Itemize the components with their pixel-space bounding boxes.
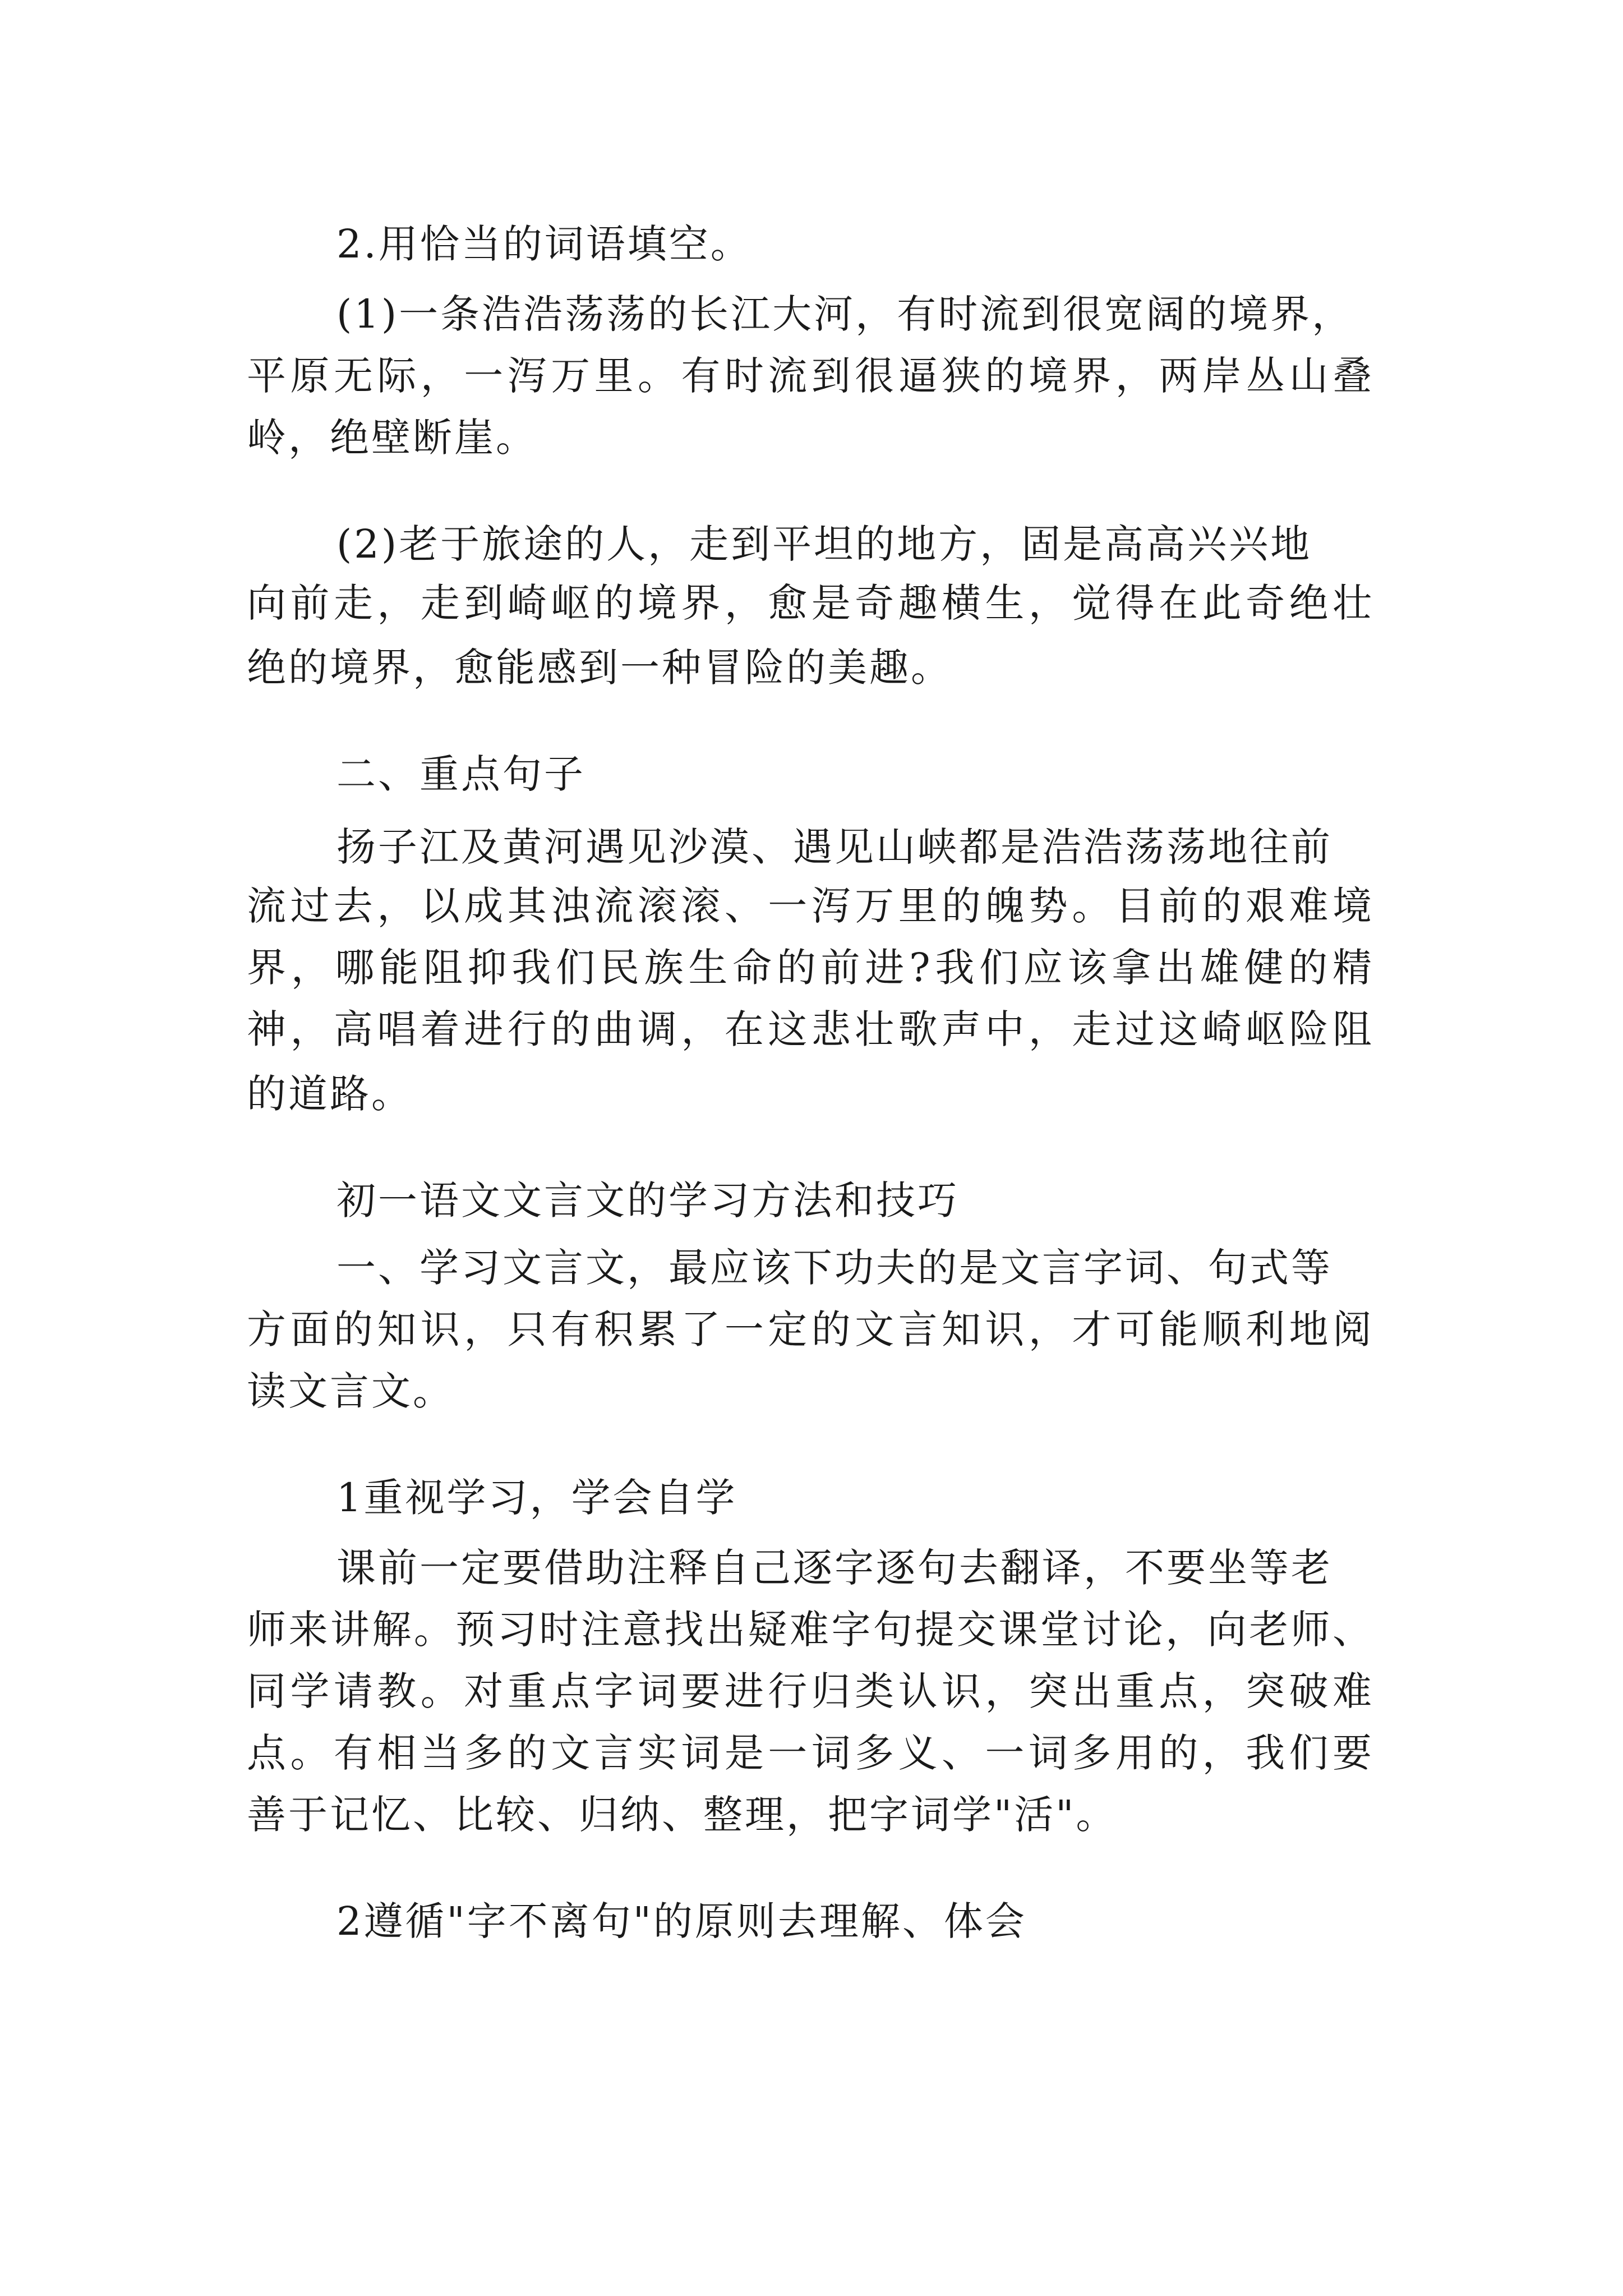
text-line [0, 1893, 1623, 1949]
text-line [0, 575, 1623, 631]
text-line [0, 878, 1623, 934]
line-text: (2)老于旅途的人，走到平坦的地方，固是高高兴兴地 [336, 521, 1312, 567]
text-line [0, 1602, 1623, 1658]
line-text: 二、重点句子 [336, 751, 585, 797]
text-line [0, 1540, 1623, 1596]
text-line [0, 639, 1623, 696]
line-text: 同学请教。对重点字词要进行归类认识，突出重点，突破难 [247, 1668, 1374, 1714]
line-text: 界，哪能阻抑我们民族生命的前进?我们应该拿出雄健的精 [247, 945, 1374, 991]
line-text: 扬子江及黄河遇见沙漠、遇见山峡都是浩浩荡荡地往前 [336, 824, 1332, 870]
text-line [0, 1172, 1623, 1228]
text-line [0, 1787, 1623, 1843]
line-text: 岭，绝壁断崖。 [247, 415, 537, 461]
line-text: 一、学习文言文，最应该下功夫的是文言字词、句式等 [336, 1245, 1332, 1291]
text-line [0, 1001, 1623, 1057]
line-text: (1)一条浩浩荡荡的长江大河，有时流到很宽阔的境界， [336, 291, 1354, 337]
line-text: 方面的知识，只有积累了一定的文言知识，才可能顺利地阅 [247, 1306, 1374, 1352]
line-text: 读文言文。 [247, 1368, 454, 1414]
text-line [0, 1240, 1623, 1296]
text-line [0, 516, 1623, 572]
line-text: 平原无际，一泻万里。有时流到很逼狭的境界，两岸丛山叠 [247, 353, 1374, 399]
text-line [0, 1066, 1623, 1122]
text-line [0, 819, 1623, 875]
line-text: 向前走，走到崎岖的境界，愈是奇趣横生，觉得在此奇绝壮 [247, 580, 1374, 626]
line-text: 课前一定要借助注释自己逐字逐句去翻译，不要坐等老 [336, 1545, 1332, 1591]
text-line [0, 409, 1623, 466]
line-text: 流过去，以成其浊流滚滚、一泻万里的魄势。目前的艰难境 [247, 883, 1374, 929]
text-line [0, 1725, 1623, 1781]
line-text: 善于记忆、比较、归纳、整理，把字词学"活"。 [247, 1792, 1118, 1838]
line-text: 师来讲解。预习时注意找出疑难字句提交课堂讨论，向老师、 [247, 1607, 1374, 1653]
text-line [0, 1470, 1623, 1526]
text-line [0, 1663, 1623, 1719]
text-line [0, 940, 1623, 996]
text-line [0, 216, 1623, 272]
line-text: 初一语文文言文的学习方法和技巧 [336, 1177, 959, 1223]
line-text: 1重视学习，学会自学 [336, 1475, 737, 1521]
line-text: 点。有相当多的文言实词是一词多义、一词多用的，我们要 [247, 1730, 1374, 1776]
line-text: 的道路。 [247, 1071, 413, 1117]
line-text: 2.用恰当的词语填空。 [336, 221, 752, 267]
text-line [0, 1363, 1623, 1419]
text-line [0, 1301, 1623, 1358]
line-text: 神，高唱着进行的曲调，在这悲壮歌声中，走过这崎岖险阻 [247, 1006, 1374, 1052]
line-text: 2遵循"字不离句"的原则去理解、体会 [336, 1898, 1027, 1944]
text-line [0, 746, 1623, 802]
text-line [0, 286, 1623, 342]
text-line [0, 348, 1623, 404]
line-text: 绝的境界，愈能感到一种冒险的美趣。 [247, 645, 952, 691]
